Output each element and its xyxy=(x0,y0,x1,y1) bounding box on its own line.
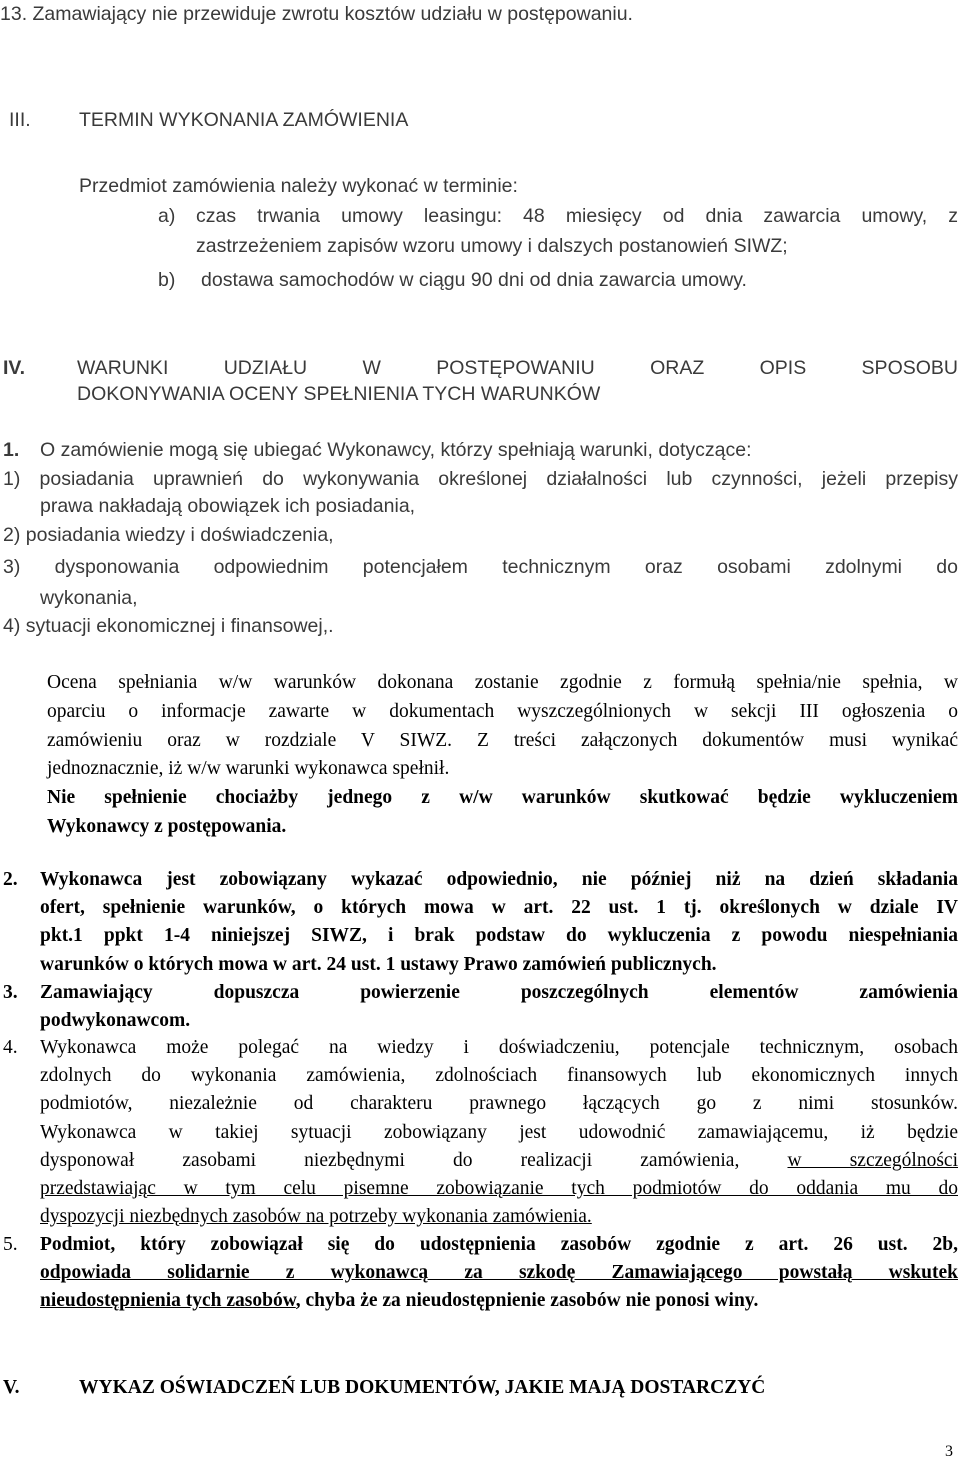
item-a-line2: zastrzeżeniem zapisów wzoru umowy i dalszych postanowień SIWZ; xyxy=(196,235,788,257)
paragraph-4-line6: przedstawiając w tym celu pisemne zobowiązanie tych podmiotów do oddania mu do xyxy=(40,1178,958,1199)
paragraph-4-underlined-start: w szczególności xyxy=(787,1150,958,1171)
paragraph-3-line2: podwykonawcom. xyxy=(40,1010,191,1031)
item-a-label: a) xyxy=(158,205,176,227)
paragraph-5-line2: odpowiada solidarnie z wykonawcą za szkodę Zamawiającego powstałą wskutek xyxy=(40,1262,958,1283)
assessment-line2: oparciu o informacje zawarte w dokumentach wyszczególnionych w sekcji III ogłoszenia o xyxy=(47,701,958,722)
paragraph-5-underlined-end: nieudostępnienia tych zasobów xyxy=(40,1290,296,1311)
section-title-iv-line2: DOKONYWANIA OCENY SPEŁNIENIA TYCH WARUNKÓW xyxy=(77,383,601,405)
item-b-line1: dostawa samochodów w ciągu 90 dni od dnia zawarcia umowy. xyxy=(201,269,747,291)
paragraph-2-line3: pkt.1 ppkt 1-4 niniejszej SIWZ, i brak podstaw do wykluczenia z powodu niespełniania xyxy=(40,925,958,946)
paragraph-1: O zamówienie mogą się ubiegać Wykonawcy, którzy spełniają warunki, dotyczące: xyxy=(40,439,752,461)
assessment-line4: jednoznacznie, iż w/w warunki wykonawca spełnił. xyxy=(47,758,450,779)
paragraph-5-line3-text: , chyba że za nieudostępnienie zasobów nie ponosi winy. xyxy=(295,1290,759,1311)
item-a-line1: czas trwania umowy leasingu: 48 miesięcy od dnia zawarcia umowy, z xyxy=(196,205,958,227)
paragraph-5-number: 5. xyxy=(3,1234,18,1255)
condition-1-line1: 1) posiadania uprawnień do wykonywania określonej działalności lub czynności, jeżeli przepisy xyxy=(3,468,958,490)
condition-4: 4) sytuacji ekonomicznej i finansowej,. xyxy=(3,615,334,637)
exclusion-line1: Nie spełnienie chociażby jednego z w/w warunków skutkować będzie wykluczeniem xyxy=(47,787,958,808)
condition-2: 2) posiadania wiedzy i doświadczenia, xyxy=(3,524,334,546)
condition-3-line2: wykonania, xyxy=(40,587,138,609)
paragraph-2-number: 2. xyxy=(3,869,18,890)
paragraph-13: 13. Zamawiający nie przewiduje zwrotu kosztów udziału w postępowaniu. xyxy=(0,3,633,25)
paragraph-2-line1: Wykonawca jest zobowiązany wykazać odpowiednio, nie później niż na dzień składania xyxy=(40,869,958,890)
page-number: 3 xyxy=(945,1443,953,1460)
section-title-iii: TERMIN WYKONANIA ZAMÓWIENIA xyxy=(79,109,409,131)
paragraph-4-line1: Wykonawca może polegać na wiedzy i doświadczeniu, potencjale technicznym, osobach xyxy=(40,1037,958,1058)
section-title-v: WYKAZ OŚWIADCZEŃ LUB DOKUMENTÓW, JAKIE MAJĄ DOSTARCZYĆ xyxy=(79,1377,766,1398)
paragraph-2-line2: ofert, spełnienie warunków, o których mowa w art. 22 ust. 1 tj. określonych w dziale IV xyxy=(40,897,958,918)
assessment-line3: zamówieniu oraz w rozdziale V SIWZ. Z treści załączonych dokumentów musi wynikać xyxy=(47,730,958,751)
paragraph-2-line4: warunków o których mowa w art. 24 ust. 1 ustawy Prawo zamówień publicznych. xyxy=(40,954,717,975)
paragraph-4-line5 xyxy=(40,1149,958,1173)
condition-1-line2: prawa nakładają obowiązek ich posiadania, xyxy=(40,495,416,517)
exclusion-line2: Wykonawcy z postępowania. xyxy=(47,816,287,837)
paragraph-5-line1: Podmiot, który zobowiązał się do udostępnienia zasobów zgodnie z art. 26 ust. 2b, xyxy=(40,1234,958,1255)
paragraph-3-line1: Zamawiający dopuszcza powierzenie poszczególnych elementów zamówienia xyxy=(40,982,958,1003)
paragraph-4-line7: dyspozycji niezbędnych zasobów na potrzeby wykonania zamówienia. xyxy=(40,1206,592,1227)
item-b-label: b) xyxy=(158,269,176,291)
paragraph-5-line3 xyxy=(40,1289,758,1313)
section-number-v: V. xyxy=(3,1377,20,1398)
section-number-iii: III. xyxy=(9,109,31,131)
paragraph-4-number: 4. xyxy=(3,1037,18,1058)
paragraph-4-line3: podmiotów, niezależnie od charakteru prawnego łączących go z nimi stosunków. xyxy=(40,1093,958,1114)
section-title-iv-line1: WARUNKI UDZIAŁU W POSTĘPOWANIU ORAZ OPIS SPOSOBU xyxy=(77,357,958,379)
paragraph-3-number: 3. xyxy=(3,982,18,1003)
paragraph-4-line2: zdolnych do wykonania zamówienia, zdolnościach finansowych lub ekonomicznych innych xyxy=(40,1065,958,1086)
section-iii-intro: Przedmiot zamówienia należy wykonać w terminie: xyxy=(79,175,518,197)
paragraph-4-line5-text: dysponował zasobami niezbędnymi do realizacji zamówienia, xyxy=(40,1150,788,1171)
condition-3-line1: 3) dysponowania odpowiednim potencjałem technicznym oraz osobami zdolnymi do xyxy=(3,556,958,578)
paragraph-4-line4: Wykonawca w takiej sytuacji zobowiązany jest udowodnić zamawiającemu, iż będzie xyxy=(40,1122,958,1143)
assessment-line1: Ocena spełniania w/w warunków dokonana zostanie zgodnie z formułą spełnia/nie spełnia, w xyxy=(47,672,958,693)
section-number-iv: IV. xyxy=(3,357,26,379)
paragraph-1-number: 1. xyxy=(3,439,20,461)
